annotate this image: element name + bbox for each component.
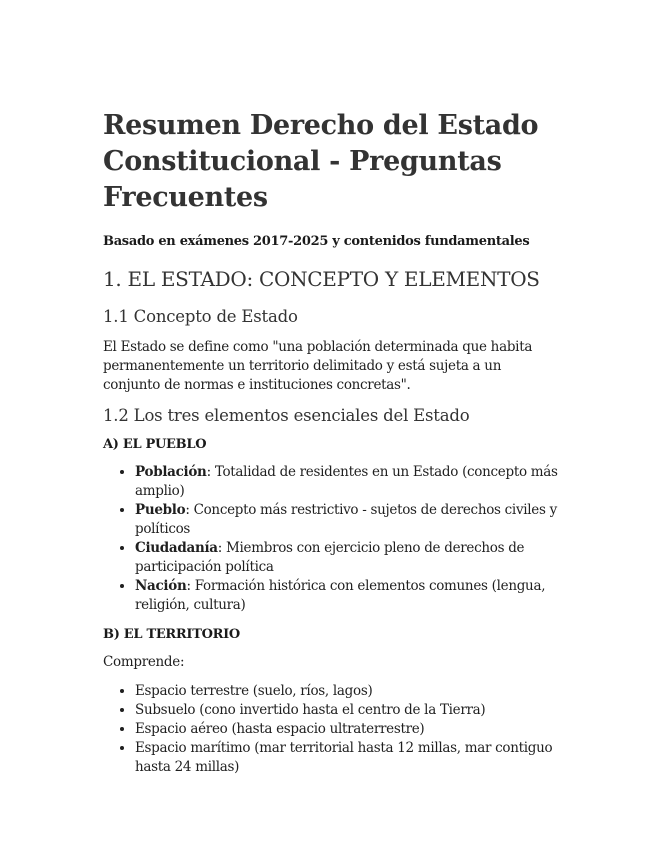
list-item-desc: : Formación histórica con elementos comunes (lengua, religión, cultura) [135,578,546,613]
pueblo-label: A) EL PUEBLO [103,437,207,452]
list-item [135,463,558,501]
list-item: • Espacio aéreo (hasta espacio ultraterrestre) [135,720,558,739]
list-item: • Espacio terrestre (suelo, ríos, lagos) [135,682,558,701]
list-item-desc: : Totalidad de residentes en un Estado (concepto más amplio) [135,464,558,499]
document-title: Resumen Derecho del Estado Constitucional - Preguntas Frecuentes [103,110,539,213]
territorio-list [103,682,558,777]
list-item-term: Ciudadanía [135,540,218,556]
pueblo-list [103,463,558,615]
subsection-heading-elementos: 1.2 Los tres elementos esenciales del Estado [103,406,470,425]
section-heading: 1. EL ESTADO: CONCEPTO Y ELEMENTOS [103,267,540,291]
list-item [135,501,558,539]
document-page [103,108,558,789]
concepto-paragraph: El Estado se define como "una población determinada que habita permanentemente un territorio delimitado y está sujeta a un conjunto de normas e instituciones concretas". [103,339,533,393]
list-item-desc: : Miembros con ejercicio pleno de derechos de participación política [135,540,525,575]
territorio-label: B) EL TERRITORIO [103,627,240,642]
list-item [135,577,558,615]
document-subtitle: Basado en exámenes 2017-2025 y contenidos fundamentales [103,234,530,249]
list-item: • Espacio marítimo (mar territorial hasta 12 millas, mar contiguo hasta 24 millas) [135,739,558,777]
territorio-intro: Comprende: [103,654,185,670]
list-item-term: Población [135,464,207,480]
list-item-term: Pueblo [135,502,186,518]
subsection-heading-concepto: 1.1 Concepto de Estado [103,307,298,326]
list-item-term: Nación [135,578,187,594]
list-item: • Subsuelo (cono invertido hasta el centro de la Tierra) [135,701,558,720]
list-item [135,539,558,577]
list-item-desc: : Concepto más restrictivo - sujetos de derechos civiles y políticos [135,502,557,537]
